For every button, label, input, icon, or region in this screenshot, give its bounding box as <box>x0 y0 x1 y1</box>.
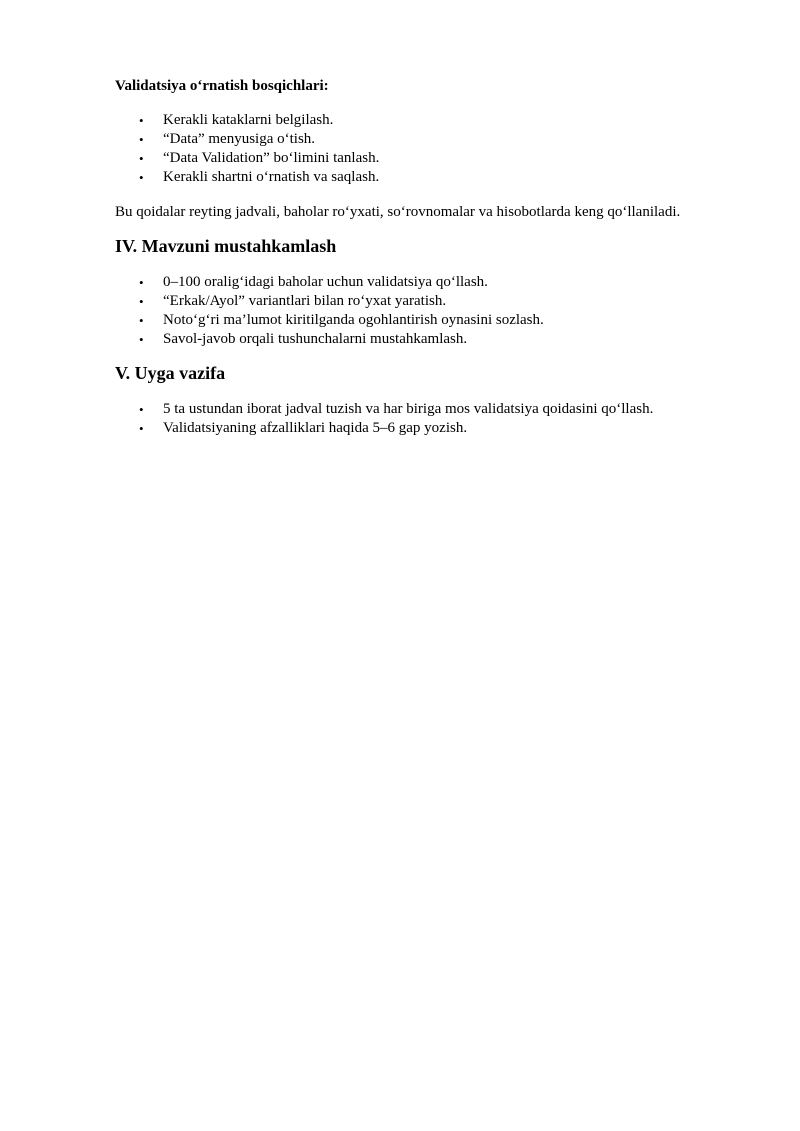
bullet-icon: • <box>139 313 144 328</box>
list-item-text: Kerakli kataklarni belgilash. <box>163 112 334 128</box>
bullet-icon: • <box>139 402 144 417</box>
list-item-text: Savol-javob orqali tushunchalarni mustahkamlash. <box>163 331 468 347</box>
document-page <box>115 76 775 438</box>
list-item <box>115 273 775 292</box>
bullet-icon: • <box>139 151 144 166</box>
section-v-title: V. Uyga vazifa <box>115 363 226 383</box>
usage-paragraph: Bu qoidalar reyting jadvali, baholar ro‘yxati, so‘rovnomalar va hisobotlarda keng qo‘llaniladi. <box>115 204 681 220</box>
list-item-text: 5 ta ustundan iborat jadval tuzish va har biriga mos validatsiya qoidasini qo‘llash. <box>163 401 654 417</box>
bullet-icon: • <box>139 332 144 347</box>
list-item <box>115 419 775 438</box>
section-v-list <box>115 400 775 438</box>
bullet-icon: • <box>139 113 144 128</box>
bullet-icon: • <box>139 421 144 436</box>
bullet-icon: • <box>139 132 144 147</box>
section-iv-list <box>115 273 775 349</box>
list-item-text: “Data Validation” bo‘limini tanlash. <box>163 150 380 166</box>
bullet-icon: • <box>139 275 144 290</box>
list-item <box>115 330 775 349</box>
bullet-icon: • <box>139 294 144 309</box>
steps-heading: Validatsiya o‘rnatish bosqichlari: <box>115 78 329 94</box>
list-item <box>115 311 775 330</box>
list-item-text: Noto‘g‘ri ma’lumot kiritilganda ogohlantirish oynasini sozlash. <box>163 312 544 328</box>
list-item-text: Validatsiyaning afzalliklari haqida 5–6 gap yozish. <box>163 420 468 436</box>
list-item-text: Kerakli shartni o‘rnatish va saqlash. <box>163 169 380 185</box>
steps-list <box>115 111 775 187</box>
list-item-text: “Erkak/Ayol” variantlari bilan ro‘yxat yaratish. <box>163 293 447 309</box>
list-item-text: “Data” menyusiga o‘tish. <box>163 131 316 147</box>
list-item <box>115 292 775 311</box>
list-item <box>115 149 775 168</box>
list-item <box>115 400 775 419</box>
list-item-text: 0–100 oralig‘idagi baholar uchun validatsiya qo‘llash. <box>163 274 488 290</box>
section-iv-title: IV. Mavzuni mustahkamlash <box>115 236 337 256</box>
bullet-icon: • <box>139 170 144 185</box>
list-item <box>115 130 775 149</box>
list-item <box>115 111 775 130</box>
list-item <box>115 168 775 187</box>
